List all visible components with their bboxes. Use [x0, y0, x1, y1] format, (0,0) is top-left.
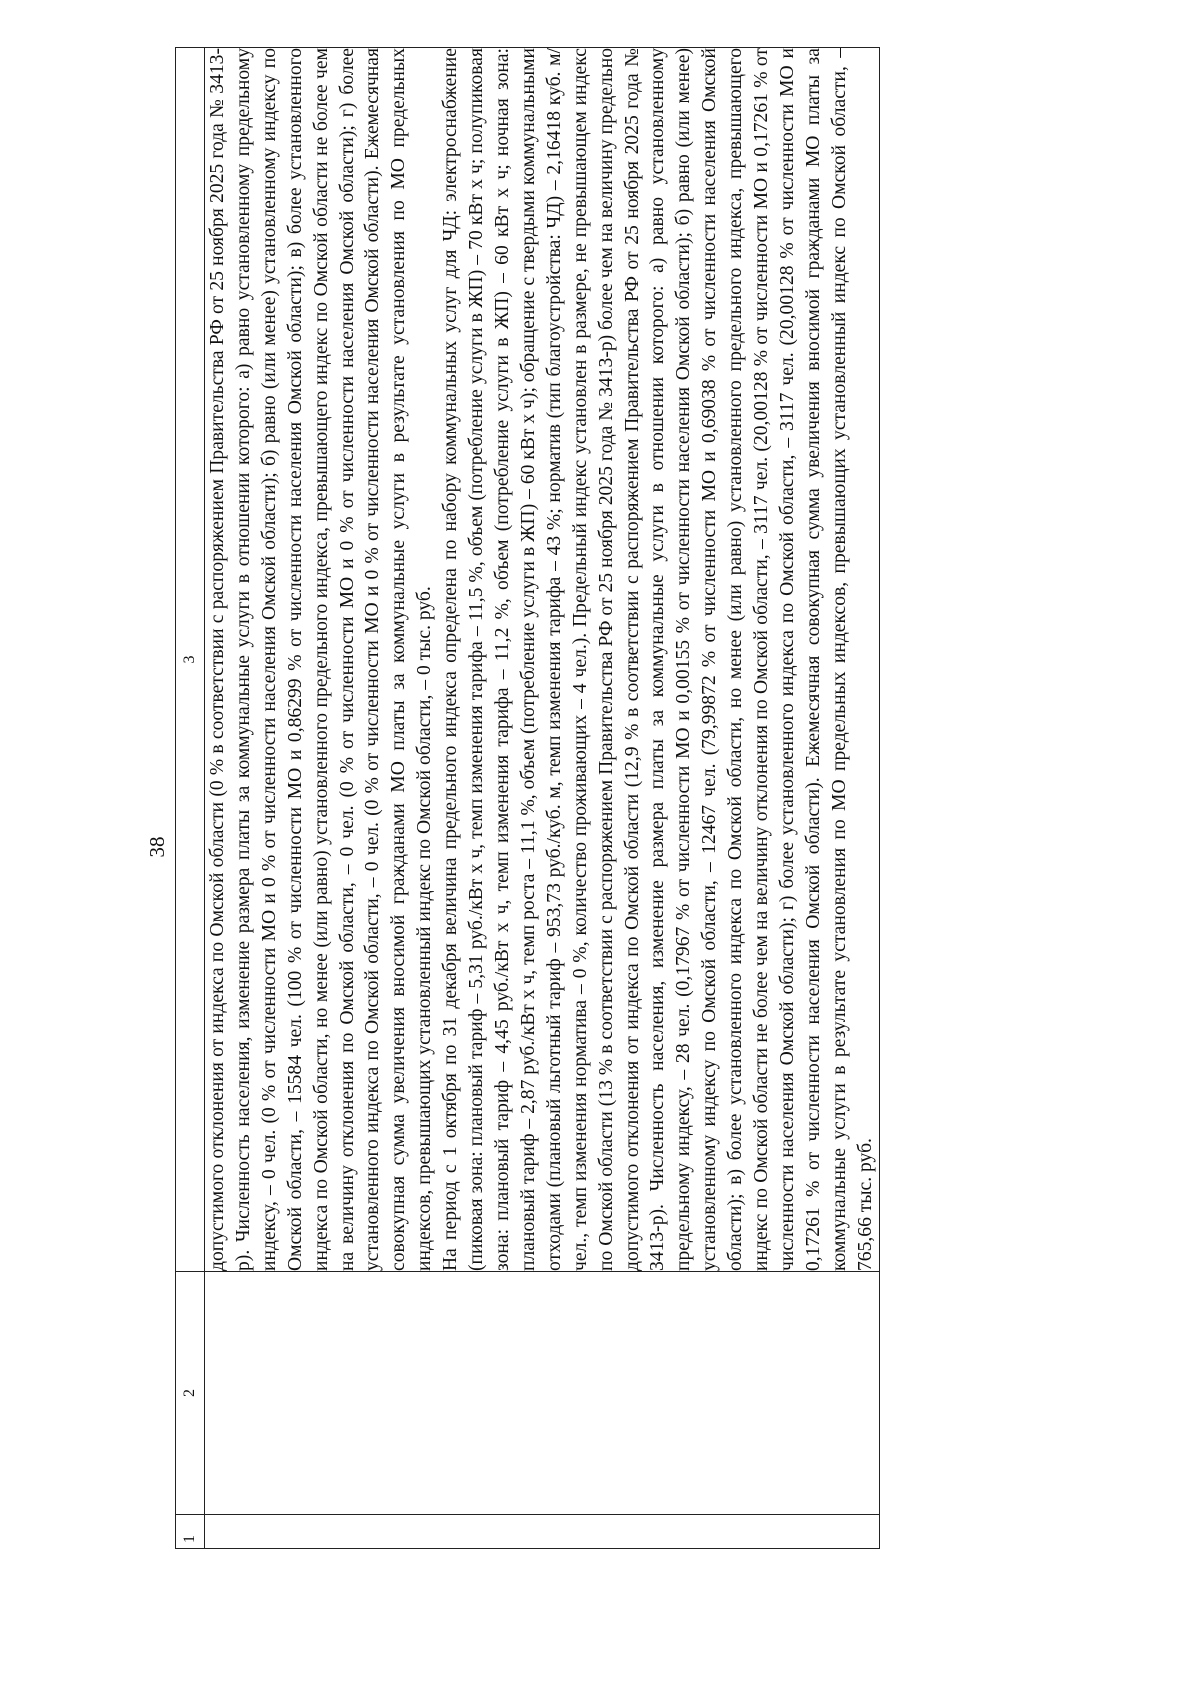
header-col-3: 3	[176, 48, 205, 1272]
cell-col-1	[205, 1515, 880, 1549]
table-header-row	[176, 48, 205, 1549]
page-number: 38	[145, 836, 169, 858]
data-table	[175, 47, 880, 1549]
paragraph-1: допустимого отклонения от индекса по Омской области (0 % в соответствии с распоряжением Правительства РФ от 25 ноября 2025 года № 3413-р). Численность населения, изменение размера платы за коммунальные услуги в отношении которого: а) равно установленному предельному индексу, – 0 чел. (0 % от численности МО и 0 % от численности населения Омской области); б) равно (или менее) установленному индексу по Омской области, – 15584 чел. (100 % от численности МО и 0,86299 % от численности населения Омской области); в) более установленного индекса по Омской области, но менее (или равно) установленного предельного индекса, превышающего индекс по Омской области не более чем на величину отклонения по Омской области, – 0 чел. (0 % от численности МО и 0 % от численности населения Омской области); г) более установленного индекса по Омской области, – 0 чел. (0 % от численности МО и 0 % от численности населения Омской области). Ежемесячная совокупная сумма увеличения вносимой гражданами МО платы за коммунальные услуги в результате установления по МО предельных индексов, превышающих установленный индекс по Омской области, – 0 тыс. руб.	[207, 48, 436, 1271]
paragraph-2: На период с 1 октября по 31 декабря величина предельного индекса определена по набору коммунальных услуг для ЧД: электроснабжение (пиковая зона: плановый тариф – 5,31 руб./кВт х ч, темп изменения тарифа – 11,5 %, объем (потребление услуги в ЖП) – 70 кВт х ч; полупиковая зона: плановый тариф – 4,45 руб./кВт х ч, темп изменения тарифа – 11,2 %, объем (потребление услуги в ЖП) – 60 кВт х ч; ночная зона: плановый тариф – 2,87 руб./кВт х ч, темп роста – 11,1 %, объем (потребление услуги в ЖП) – 60 кВт х ч); обращение с твердыми коммунальными отходами (плановый льготный тариф – 953,73 руб./куб. м, темп изменения тарифа – 43 %; норматив (тип благоустройства: ЧД) – 2,16418 куб. м/чел., темп изменения норматива – 0 %, количество проживающих – 4 чел.). Предельный индекс установлен в размере, не превышающем индекс по Омской области (13 % в соответствии с распоряжением Правительства РФ от 25 ноября 2025 года № 3413-р) более чем на величину предельно допустимого отклонения от индекса по Омской области (12,9 % в соответствии с распоряжением Правительства РФ от 25 ноября 2025 года № 3413-р). Численность населения, изменение размера платы за коммунальные услуги в отношении которого: а) равно установленному предельному индексу, – 28 чел. (0,17967 % от численности МО и 0,00155 % от численности населения Омской области); б) равно (или менее) установленному индексу по Омской области, – 12467 чел. (79,99872 % от численности МО и 0,69038 % от численности населения Омской области); в) более установленного индекса по Омской области, но менее (или равно) установленного предельного индекса, превышающего индекс по Омской области не более чем на величину отклонения по Омской области, – 3117 чел. (20,00128 % от численности МО и 0,17261 % от численности населения Омской области); г) более установленного индекса по Омской области, – 3117 чел. (20,00128 % от численности МО и 0,17261 % от численности населения Омской области). Ежемесячная совокупная сумма увеличения вносимой гражданами МО платы за коммунальные услуги в результате установления по МО предельных индексов, превышающих установленный индекс по Омской области, – 765,66 тыс. руб.	[440, 48, 876, 1271]
cell-col-2	[205, 1272, 880, 1515]
header-col-1: 1	[176, 1515, 205, 1549]
cell-col-3	[205, 48, 880, 1272]
table-row	[205, 48, 880, 1549]
header-col-2: 2	[176, 1272, 205, 1515]
